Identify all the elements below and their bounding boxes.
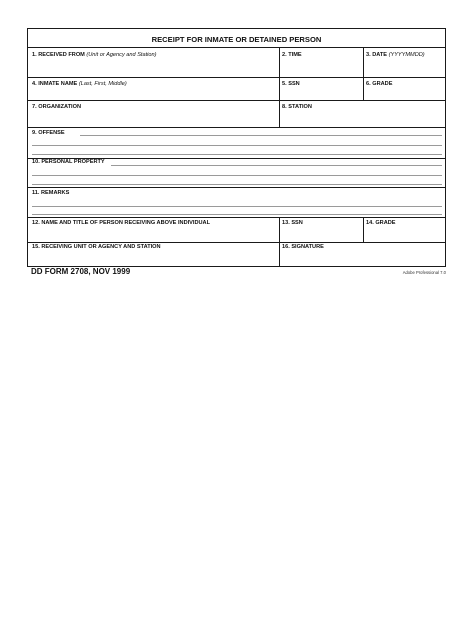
grade-field[interactable] [366, 81, 392, 88]
form-number: DD FORM 2708, NOV 1999 [31, 267, 131, 276]
form-title: RECEIPT FOR INMATE OR DETAINED PERSON [28, 29, 445, 48]
row-divider [28, 242, 445, 243]
personal-property-field[interactable] [32, 159, 105, 166]
date-label: 3. DATE [366, 52, 388, 58]
column-divider [279, 217, 280, 266]
remarks-label: 11. REMARKS [32, 190, 70, 196]
receiving-person-label: 12. NAME AND TITLE OF PERSON RECEIVING ABOVE INDIVIDUAL [32, 220, 210, 226]
row-divider [28, 217, 445, 218]
row-divider [28, 187, 445, 188]
offense-line [80, 135, 442, 136]
organization-field[interactable] [32, 104, 81, 111]
time-label: 2. TIME [282, 52, 302, 58]
row-divider [28, 77, 445, 78]
property-line [32, 184, 442, 185]
column-divider [363, 217, 364, 242]
date-field[interactable] [366, 52, 425, 59]
signature-field[interactable] [282, 244, 324, 251]
property-line [111, 165, 442, 166]
offense-line [32, 154, 442, 155]
ssn-label: 5. SSN [282, 81, 300, 87]
date-hint: (YYYYMMDD) [388, 52, 425, 58]
ssn-field[interactable] [282, 81, 300, 88]
grade-label: 6. GRADE [366, 81, 393, 87]
organization-label: 7. ORGANIZATION [32, 104, 81, 110]
offense-line [32, 145, 442, 146]
column-divider [279, 48, 280, 100]
received-from-hint: (Unit or Agency and Station) [86, 52, 157, 58]
property-line [32, 175, 442, 176]
receiver-grade-field[interactable] [366, 220, 396, 227]
column-divider [363, 48, 364, 100]
personal-property-label: 10. PERSONAL PROPERTY [32, 159, 105, 165]
station-field[interactable] [282, 104, 312, 111]
receiver-ssn-label: 13. SSN [282, 220, 303, 226]
remarks-line [32, 214, 442, 215]
inmate-name-label: 4. INMATE NAME [32, 81, 78, 87]
receiving-person-field[interactable] [32, 220, 210, 227]
received-from-field[interactable] [32, 52, 156, 59]
receiving-unit-label: 15. RECEIVING UNIT OR AGENCY AND STATION [32, 244, 161, 250]
receipt-form [27, 28, 446, 267]
time-field[interactable] [282, 52, 302, 59]
offense-field[interactable] [32, 130, 65, 137]
receiving-unit-field[interactable] [32, 244, 161, 251]
signature-label: 16. SIGNATURE [282, 244, 324, 250]
received-from-label: 1. RECEIVED FROM [32, 52, 85, 58]
software-credit: Adobe Professional 7.0 [402, 270, 446, 275]
receiver-grade-label: 14. GRADE [366, 220, 396, 226]
remarks-field[interactable] [32, 190, 69, 197]
inmate-name-field[interactable] [32, 81, 127, 88]
receiver-ssn-field[interactable] [282, 220, 303, 227]
station-label: 8. STATION [282, 104, 312, 110]
remarks-line [32, 206, 442, 207]
column-divider [279, 100, 280, 127]
row-divider [28, 127, 445, 128]
offense-label: 9. OFFENSE [32, 130, 65, 136]
row-divider [28, 100, 445, 101]
inmate-name-hint: (Last, First, Middle) [78, 81, 127, 87]
